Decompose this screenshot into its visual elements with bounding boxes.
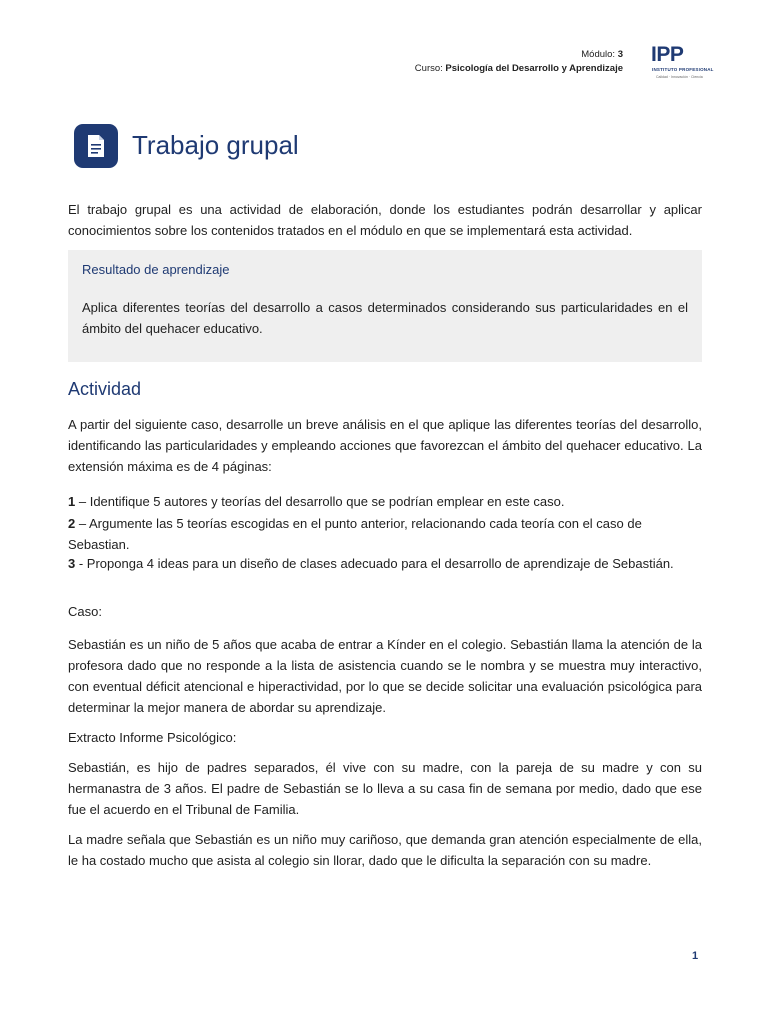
activity-intro: A partir del siguiente caso, desarrolle un breve análisis en el que aplique las diferentes teorías del desarrollo, identificando las particularidades y empleando acciones que favorezcan el ámbito del quehacer educativo. La extensión máxima es de 4 páginas: [68,417,702,474]
item-number: 2 [68,516,76,531]
activity-item-1 [68,491,702,512]
ipp-logo [650,43,714,84]
case-paragraph-3: La madre señala que Sebastián es un niño muy cariñoso, que demanda gran atención especialmente de ella, le ha costado mucho que asista al colegio sin llorar, dado que le dificulta la separación con su madre. [68,832,702,868]
item-text: Argumente las 5 teorías escogidas en el punto anterior, relacionando cada teoría con el caso de Sebastian. [68,516,642,552]
course-label: Curso: [414,63,443,74]
learning-outcome-box [68,250,702,362]
case-paragraph-2: Sebastián, es hijo de padres separados, él vive con su madre, con la pareja de su madre y con su hermanastra de 3 años. El padre de Sebastián se lo lleva a su casa fin de semana por medio, dado que ese fue el acuerdo en el Tribunal de Familia. [68,760,702,817]
module-line [415,48,623,62]
case-label: Caso: [68,604,102,619]
course-line [415,62,623,76]
report-label: Extracto Informe Psicológico: [68,730,237,745]
learning-outcome-title: Resultado de aprendizaje [82,262,230,277]
module-value: 3 [617,49,623,60]
activity-title: Actividad [68,379,142,399]
item-separator: - [75,556,87,571]
item-text: Identifique 5 autores y teorías del desarrollo que se podrían emplear en este caso. [89,494,565,509]
activity-item-2 [68,513,702,555]
document-icon [74,124,118,168]
activity-item-3 [68,553,702,574]
item-number: 1 [68,494,76,509]
item-separator: – [75,516,89,531]
module-label: Módulo: [581,49,616,60]
intro-paragraph: El trabajo grupal es una actividad de elaboración, donde los estudiantes podrán desarrollar y aplicar conocimientos sobre los contenidos tratados en el módulo en que se implementará esta actividad. [68,202,702,238]
logo-text: IPP [651,43,684,66]
page-title: Trabajo grupal [132,130,299,160]
course-header [415,48,623,76]
logo-subtitle: INSTITUTO PROFESIONAL [652,67,714,72]
item-number: 3 [68,556,76,571]
case-paragraph-1: Sebastián es un niño de 5 años que acaba de entrar a Kínder en el colegio. Sebastián llama la atención de la profesora dado que no responde a la lista de asistencia cuando se le nombra y se muestra muy interactivo, con eventual déficit atencional e hiperactividad, por lo que se decide solicitar una evaluación psicológica para determinar la mejor manera de abordar su aprendizaje. [68,637,702,715]
course-value: Psicología del Desarrollo y Aprendizaje [445,63,623,74]
page-number: 1 [692,950,699,962]
item-text: Proponga 4 ideas para un diseño de clases adecuado para el desarrollo de aprendizaje de Sebastián. [86,556,674,571]
item-separator: – [75,494,90,509]
logo-tagline: Calidad · Innovación · Ciencia [656,75,703,79]
learning-outcome-text: Aplica diferentes teorías del desarrollo a casos determinados considerando sus particularidades en el ámbito del quehacer educativo. [82,300,688,336]
